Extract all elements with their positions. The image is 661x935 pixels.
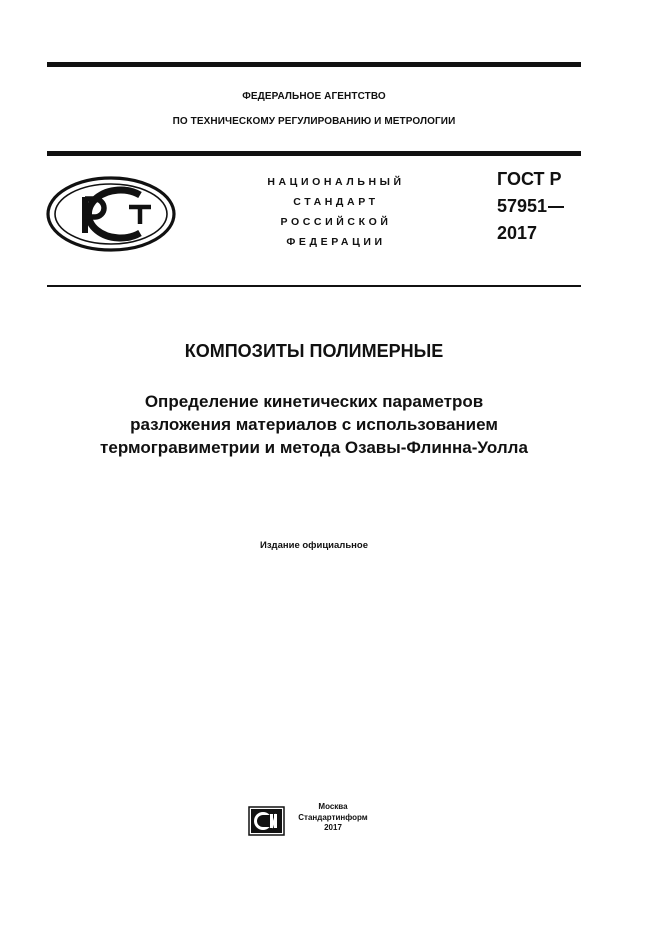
subtitle-line-1: Определение кинетических параметров: [144, 392, 484, 411]
middle-rule: [47, 151, 581, 156]
agency-name-line-1: ФЕДЕРАЛЬНОЕ АГЕНТСТВО: [242, 91, 386, 102]
gost-dash: [548, 206, 564, 208]
gost-number-line: [497, 193, 564, 220]
publisher-block: [296, 802, 370, 834]
document-title: КОМПОЗИТЫ ПОЛИМЕРНЫЕ: [184, 341, 444, 361]
rst-conformity-mark-icon: [45, 175, 177, 253]
gost-designation: [497, 166, 564, 247]
national-line-3: РОССИЙСКОЙ: [280, 216, 392, 228]
document-subtitle: [47, 390, 581, 459]
national-line-2: СТАНДАРТ: [293, 196, 379, 208]
subtitle-line-2: разложения материалов с использованием: [130, 415, 498, 434]
agency-name-line-2: ПО ТЕХНИЧЕСКОМУ РЕГУЛИРОВАНИЮ И МЕТРОЛОГИИ: [172, 116, 456, 127]
top-rule: [47, 62, 581, 67]
publisher-city: Москва: [318, 802, 348, 811]
edition-note: Издание официальное: [260, 540, 368, 551]
gost-year: 2017: [497, 223, 538, 243]
publisher-name: Стандартинформ: [298, 812, 368, 822]
gost-number: 57951: [497, 196, 548, 216]
gost-prefix: ГОСТ Р: [497, 169, 562, 189]
lower-rule: [47, 285, 581, 287]
national-line-1: НАЦИОНАЛЬНЫЙ: [267, 176, 405, 188]
national-standard-label: [236, 172, 436, 252]
national-line-4: ФЕДЕРАЦИИ: [286, 236, 386, 248]
subtitle-line-3: термогравиметрии и метода Озавы-Флинна-Уолла: [100, 438, 528, 457]
publisher-year: 2017: [324, 823, 342, 832]
standartinform-logo-icon: [248, 806, 285, 836]
